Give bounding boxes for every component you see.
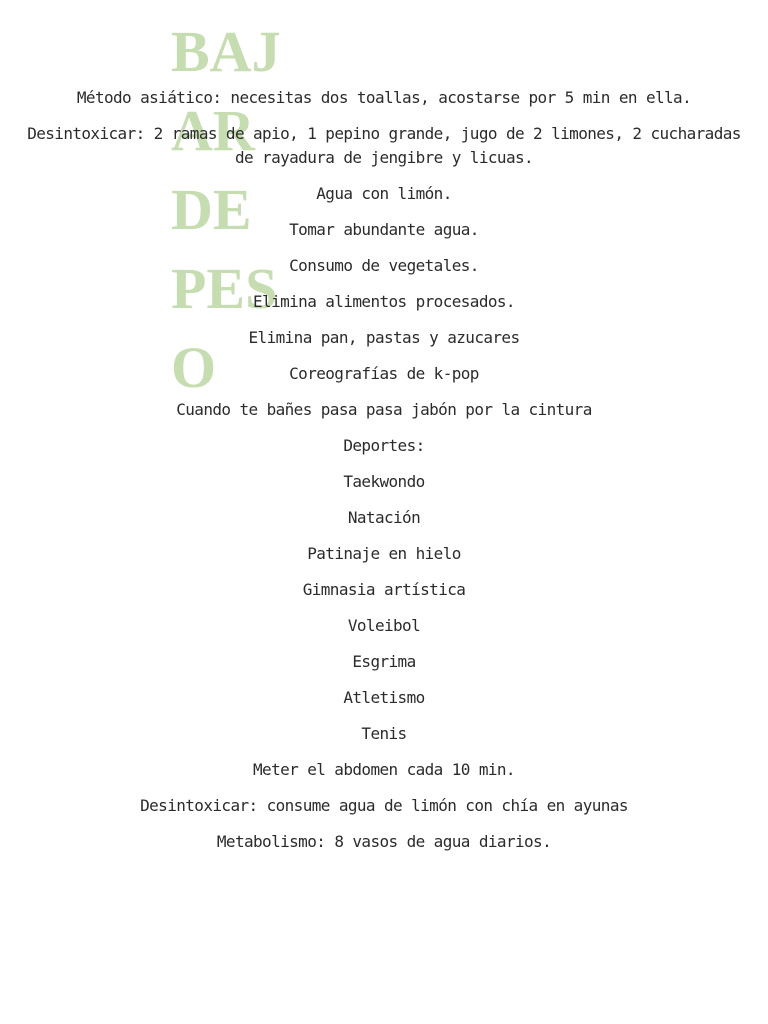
line-metodo-asiatico: Método asiático: necesitas dos toallas, acostarse por 5 min en ella. (76, 88, 692, 107)
line-deporte-voleibol: Voleibol (347, 616, 421, 635)
watermark-title: BAJAR DE PESO (171, 19, 281, 400)
line-deporte-tenis: Tenis (361, 724, 407, 743)
line-vegetales: Consumo de vegetales. (289, 256, 479, 275)
line-abdomen: Meter el abdomen cada 10 min. (253, 760, 515, 779)
line-jabon-cintura: Cuando te bañes pasa pasa jabón por la cintura (176, 400, 592, 419)
line-pan-pastas: Elimina pan, pastas y azucares (248, 328, 520, 347)
line-metabolismo: Metabolismo: 8 vasos de agua diarios. (216, 832, 552, 851)
line-deporte-patinaje: Patinaje en hielo (307, 544, 461, 563)
line-deporte-gimnasia: Gimnasia artística (302, 580, 466, 599)
line-tomar-agua: Tomar abundante agua. (289, 220, 479, 239)
line-desintoxicar-receta: Desintoxicar: 2 ramas de apio, 1 pepino grande, jugo de 2 limones, 2 cucharadas de rayadura de jengibre y licuas. (27, 124, 741, 167)
line-agua-limon: Agua con limón. (316, 184, 452, 203)
line-deporte-atletismo: Atletismo (343, 688, 425, 707)
line-kpop: Coreografías de k-pop (289, 364, 479, 383)
line-procesados: Elimina alimentos procesados. (253, 292, 515, 311)
line-deportes-heading: Deportes: (343, 436, 425, 455)
line-deporte-natacion: Natación (347, 508, 421, 527)
line-deporte-taekwondo: Taekwondo (343, 472, 425, 491)
line-desintoxicar-chia: Desintoxicar: consume agua de limón con chía en ayunas (140, 796, 628, 815)
line-deporte-esgrima: Esgrima (352, 652, 416, 671)
document-body (24, 86, 744, 866)
